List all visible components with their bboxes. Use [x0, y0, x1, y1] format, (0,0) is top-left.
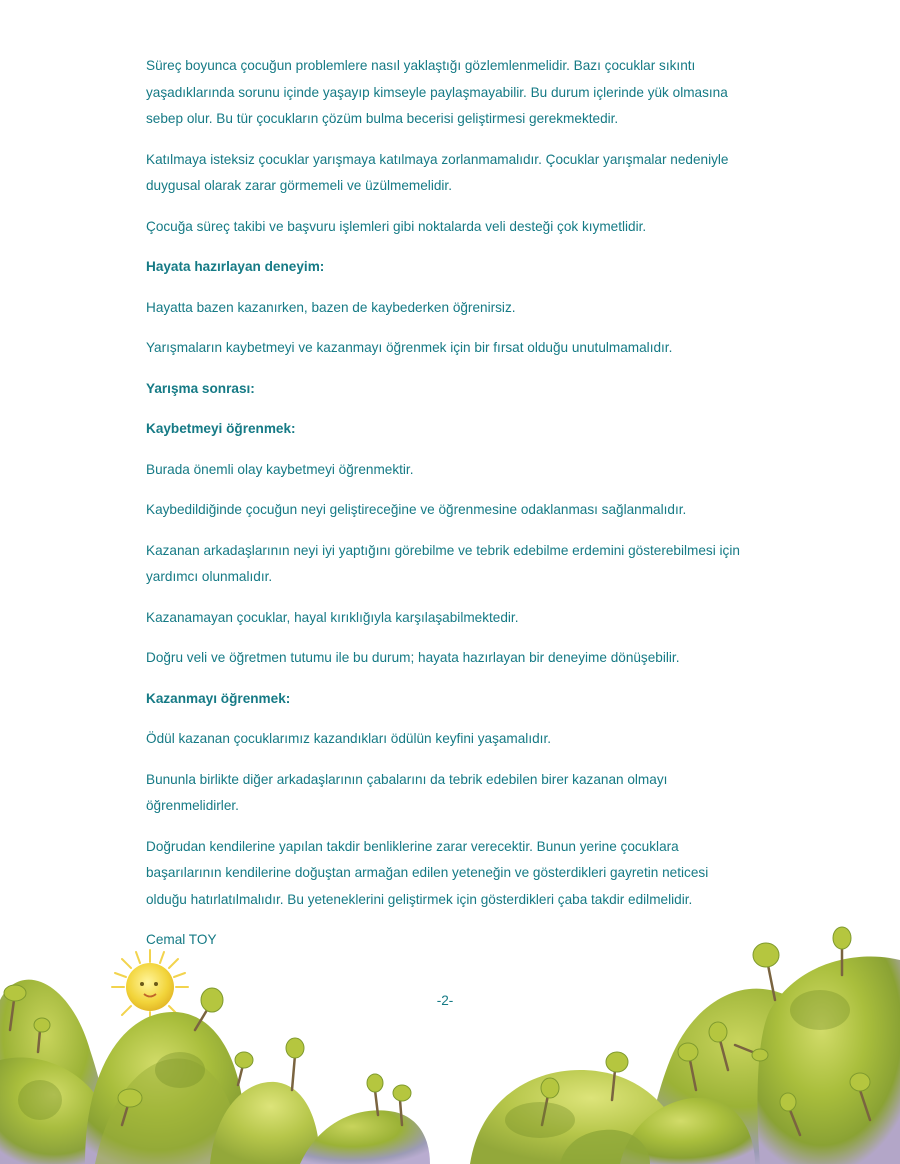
paragraph: Burada önemli olay kaybetmeyi öğrenmektir.	[146, 461, 414, 477]
paragraph: Kaybedildiğinde çocuğun neyi geliştireceğine ve öğrenmesine odaklanması sağlanmalıdır.	[146, 502, 687, 517]
section-heading: Yarışma sonrası:	[146, 380, 255, 396]
paragraph: Katılmaya isteksiz çocuklar yarışmaya katılmaya zorlanmamalıdır. Çocuklar yarışmalar nedeniyle duygusal olarak zarar görmemeli ve üzülmemelidir.	[146, 151, 729, 193]
paragraph: Kazanamayan çocuklar, hayal kırıklığıyla karşılaşabilmektedir.	[146, 609, 519, 625]
paragraph: Bununla birlikte diğer arkadaşlarının çabalarını da tebrik edebilen birer kazanan olmayı öğrenmelidirler.	[146, 771, 668, 813]
page-number: -2-	[436, 993, 454, 1008]
section-heading: Kaybetmeyi öğrenmek:	[146, 421, 296, 436]
sun-illustration	[112, 950, 188, 1022]
paragraph: Süreç boyunca çocuğun problemlere nasıl yaklaştığı gözlemlenmelidir. Bazı çocuklar sıkıntı yaşadıklarında sorunu içinde yaşayıp kimseyle paylaşmayabilir. Bu durum içlerinde yük olmasına sebep olur. Bu tür çocukların çözüm bulma becerisi geliştirmesi gerekmektedir.	[146, 58, 728, 126]
author-signature: Cemal TOY	[146, 932, 217, 947]
paragraph: Yarışmaların kaybetmeyi ve kazanmayı öğrenmek için bir fırsat olduğu unutulmamalıdır.	[146, 340, 673, 355]
section-heading: Hayata hazırlayan deneyim:	[146, 259, 325, 274]
paragraph: Kazanan arkadaşlarının neyi iyi yaptığını görebilme ve tebrik edebilme erdemini gösterebilmesi için yardımcı olunmalıdır.	[146, 542, 740, 584]
paragraph: Hayatta bazen kazanırken, bazen de kaybederken öğrenirsiz.	[146, 299, 516, 315]
paragraph: Doğru veli ve öğretmen tutumu ile bu durum; hayata hazırlayan bir deneyime dönüşebilir.	[146, 650, 680, 665]
paragraph: Ödül kazanan çocuklarımız kazandıkları ödülün keyfini yaşamalıdır.	[146, 731, 551, 746]
paragraph: Doğrudan kendilerine yapılan takdir benliklerine zarar verecektir. Bunun yerine çocuklara başarılarının kendilerine doğuştan armağan edilen yeteneğin ve gösterdikleri gayretin neticesi olduğu hatırlatılmalıdır. Bu yeteneklerini geliştirmek için gösterdikleri çaba takdir edilmelidir.	[146, 838, 709, 907]
section-heading: Kazanmayı öğrenmek:	[146, 690, 291, 706]
paragraph: Çocuğa süreç takibi ve başvuru işlemleri gibi noktalarda veli desteği çok kıymetlidir.	[146, 218, 647, 234]
